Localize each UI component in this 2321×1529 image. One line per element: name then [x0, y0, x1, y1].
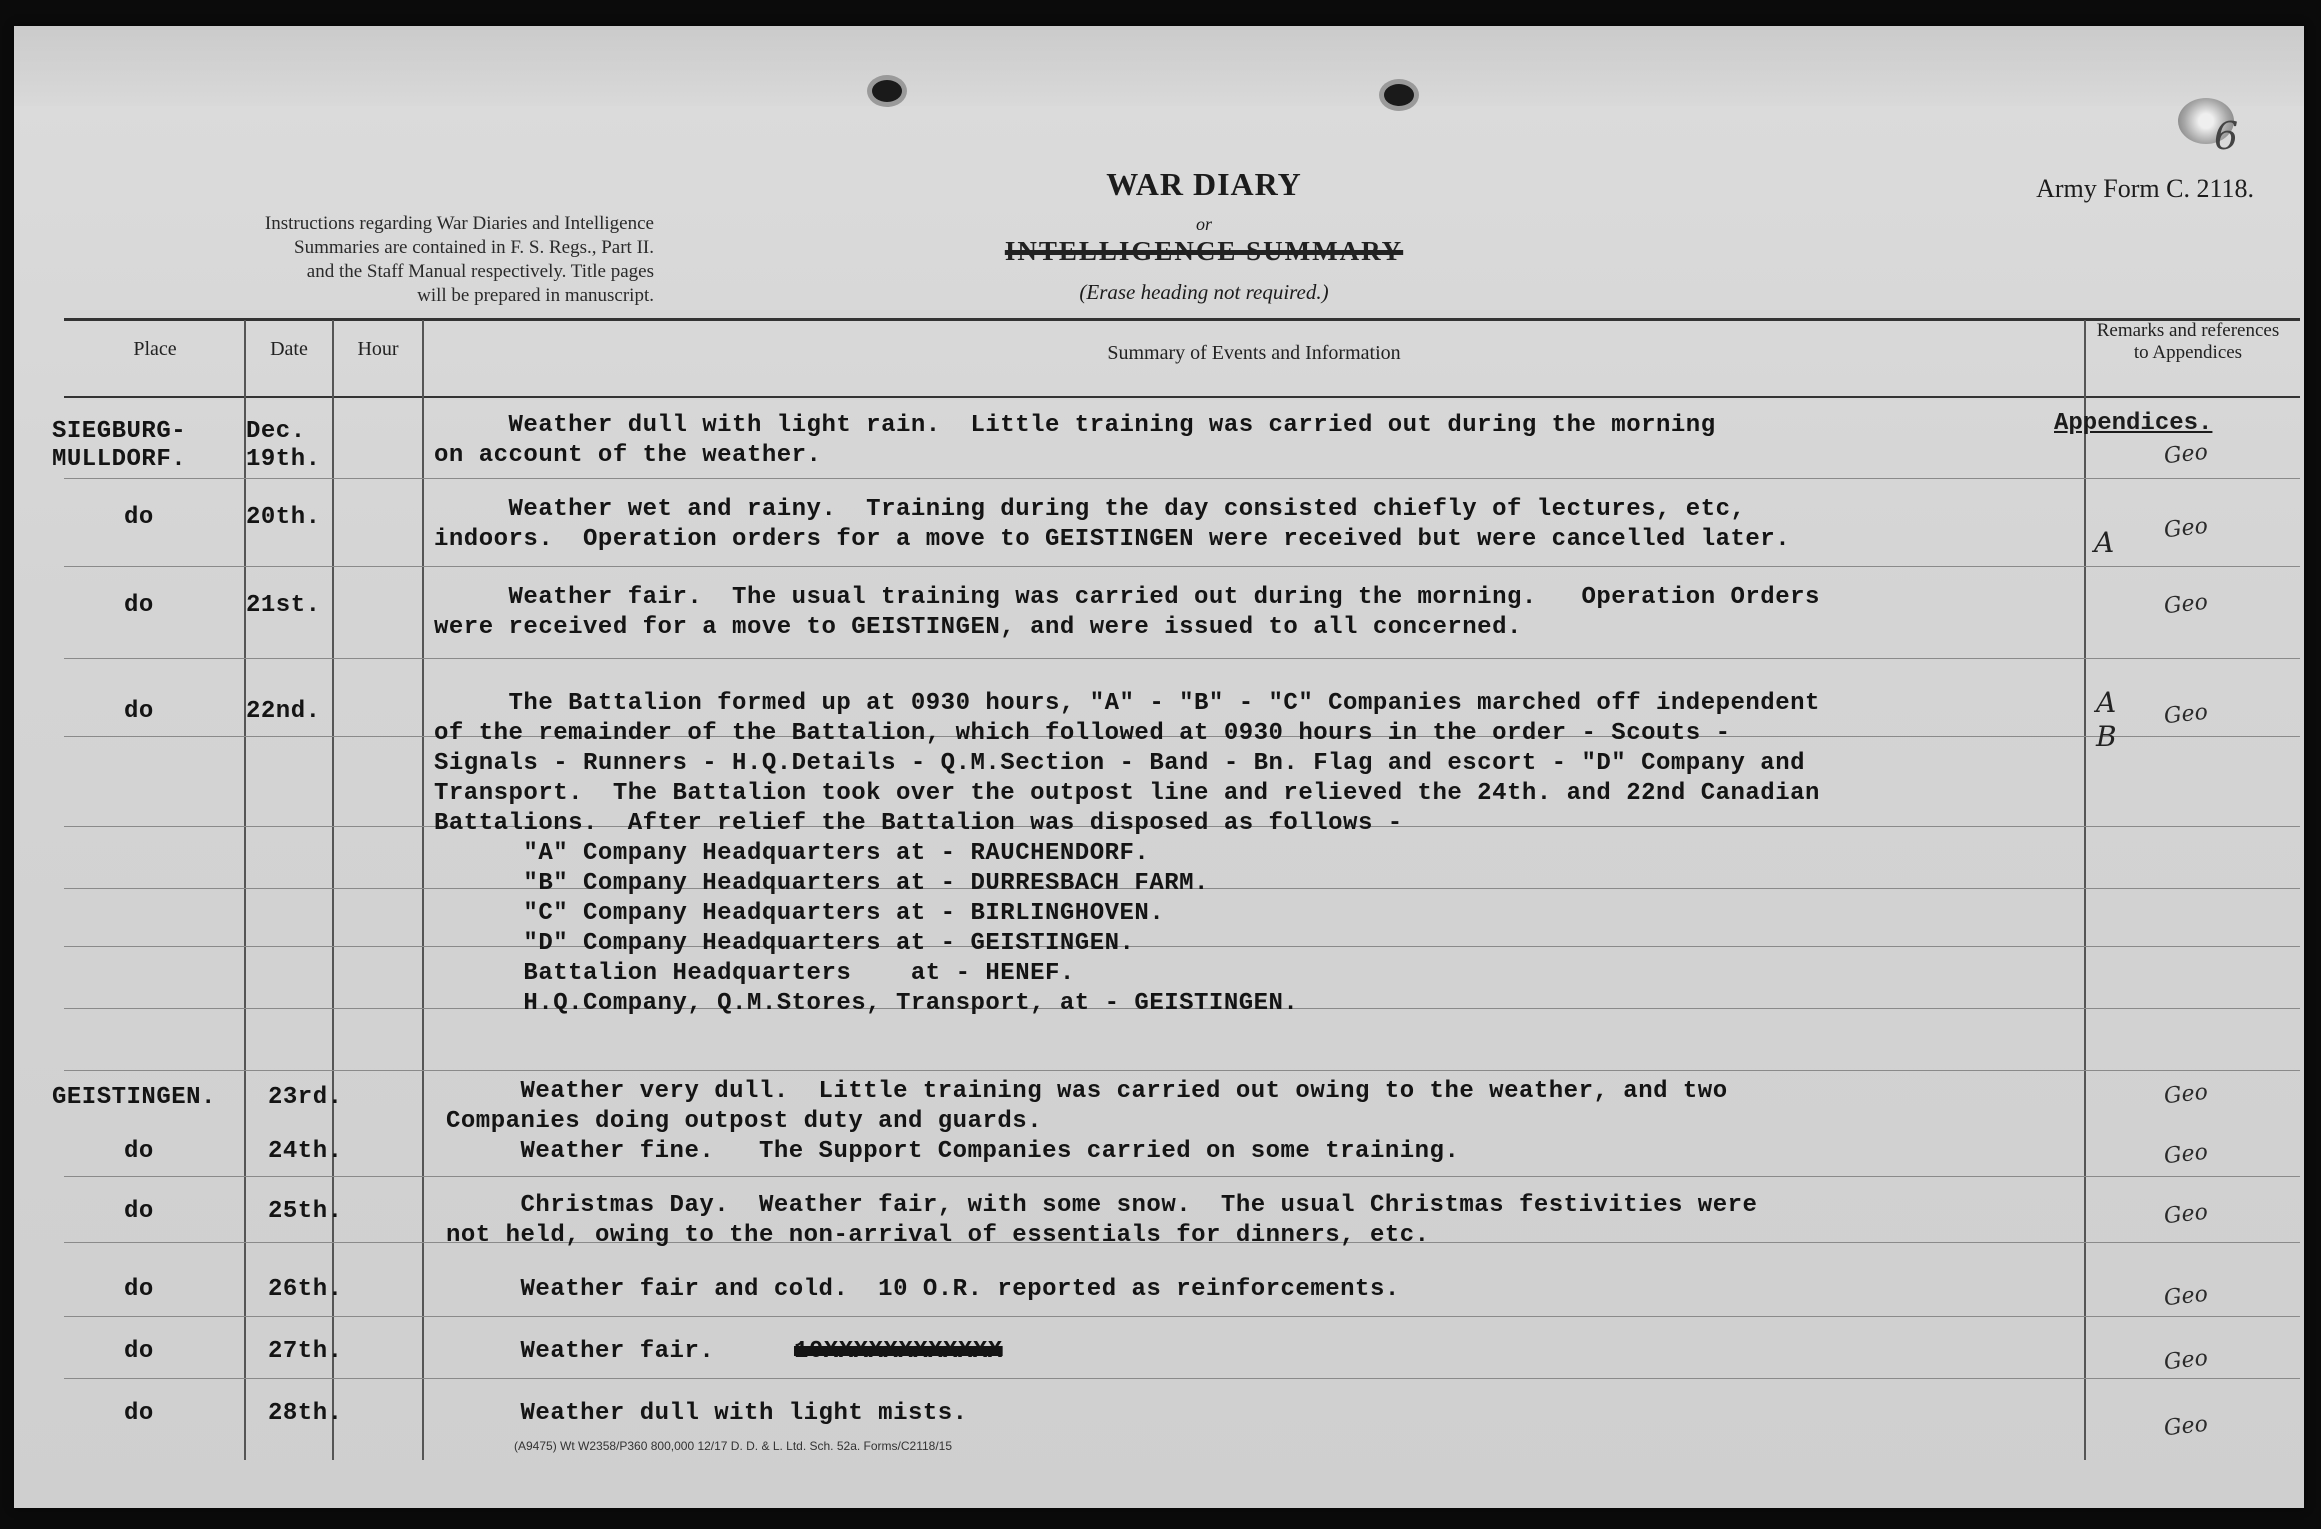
punch-hole: [1384, 84, 1414, 106]
entry-text-line: Weather fair. The usual training was carried out during the morning. Operation Orders: [434, 584, 1820, 611]
entry-text-line: Weather fair.: [446, 1338, 759, 1365]
entry-text-line: Weather fair and cold. 10 O.R. reported as reinforcements.: [446, 1276, 1400, 1303]
diary-sheet: [14, 26, 2304, 1508]
entry-place: do: [124, 1338, 154, 1365]
entry-date: 22nd.: [246, 698, 321, 725]
row-rule: [64, 1070, 2300, 1071]
appendix-ref: B: [2096, 720, 2117, 753]
entry-date: 26th.: [268, 1276, 343, 1303]
row-rule: [64, 1316, 2300, 1317]
entry-text-line: Christmas Day. Weather fair, with some snow. The usual Christmas festivities were: [446, 1192, 1758, 1219]
instructions-note: [114, 212, 654, 308]
entry-text-line: Transport. The Battalion took over the outpost line and relieved the 24th. and 22nd Canadian: [434, 780, 1820, 807]
row-rule: [64, 946, 2300, 947]
appendices-heading: Appendices.: [2054, 410, 2213, 437]
struck-text: 10XXXXXXXXXXXX: [794, 1338, 1003, 1365]
officer-initials: Geo: [2162, 1079, 2210, 1110]
entry-text-line: Weather fine. The Support Companies carried on some training.: [446, 1138, 1460, 1165]
entry-place: do: [124, 1276, 154, 1303]
row-rule: [64, 658, 2300, 659]
entry-place: MULLDORF.: [52, 446, 187, 473]
entry-place: SIEGBURG-: [52, 418, 187, 445]
entry-date: 21st.: [246, 592, 321, 619]
row-rule: [64, 566, 2300, 567]
col-place: Place: [133, 338, 177, 360]
entry-place: do: [124, 698, 154, 725]
col-hour: Hour: [357, 338, 399, 360]
entry-place: do: [124, 1198, 154, 1225]
appendix-ref: A: [2094, 526, 2115, 559]
officer-initials: Geo: [2162, 589, 2210, 620]
entry-text-line: indoors. Operation orders for a move to GEISTINGEN were received but were cancelled later.: [434, 526, 1791, 553]
entry-date: 24th.: [268, 1138, 343, 1165]
officer-initials: Geo: [2162, 699, 2210, 730]
entry-text-line: The Battalion formed up at 0930 hours, "A" - "B" - "C" Companies marched off independent: [434, 690, 1820, 717]
entry-text-line: Signals - Runners - H.Q.Details - Q.M.Section - Band - Bn. Flag and escort - "D" Company and: [434, 750, 1806, 777]
entry-text-line: "A" Company Headquarters at - RAUCHENDORF.: [434, 840, 1150, 867]
entry-date: 28th.: [268, 1400, 343, 1427]
officer-initials: Geo: [2162, 1345, 2210, 1376]
entry-text-line: Weather wet and rainy. Training during the day consisted chiefly of lectures, etc,: [434, 496, 1746, 523]
entry-place: GEISTINGEN.: [52, 1084, 216, 1111]
entry-date: 25th.: [268, 1198, 343, 1225]
entry-text-line: "C" Company Headquarters at - BIRLINGHOVEN.: [434, 900, 1165, 927]
entry-text-line: Companies doing outpost duty and guards.: [446, 1108, 1043, 1135]
officer-initials: Geo: [2162, 513, 2210, 544]
row-rule: [64, 1378, 2300, 1379]
row-rule: [64, 478, 2300, 479]
entry-date: 27th.: [268, 1338, 343, 1365]
table-top-rule: [64, 318, 2300, 321]
entry-text-line: "B" Company Headquarters at - DURRESBACH FARM.: [434, 870, 1209, 897]
entry-text-line: Weather dull with light mists.: [446, 1400, 968, 1427]
officer-initials: Geo: [2162, 1281, 2210, 1312]
entry-place: do: [124, 504, 154, 531]
instructions-line: Instructions regarding War Diaries and Intelligence: [264, 213, 654, 234]
officer-initials: Geo: [2162, 1199, 2210, 1230]
col-date: Date: [270, 338, 308, 360]
page-number: 6: [2214, 114, 2239, 158]
instructions-line: Summaries are contained in F. S. Regs., Part II.: [294, 237, 654, 258]
entry-date: 20th.: [246, 504, 321, 531]
officer-initials: Geo: [2162, 1411, 2210, 1442]
entry-text-line: were received for a move to GEISTINGEN, and were issued to all concerned.: [434, 614, 1522, 641]
punch-hole: [872, 80, 902, 102]
entry-date: 19th.: [246, 446, 321, 473]
appendix-ref: A: [2096, 686, 2117, 719]
entry-text-line: Weather very dull. Little training was carried out owing to the weather, and two: [446, 1078, 1728, 1105]
printer-imprint: (A9475) Wt W2358/P360 800,000 12/17 D. D. & L. Ltd. Sch. 52a. Forms/C2118/15: [514, 1439, 953, 1453]
entry-place: do: [124, 1400, 154, 1427]
row-rule: [64, 1176, 2300, 1177]
intelligence-summary-struck: INTELLIGENCE SUMMARY: [1004, 236, 1404, 266]
entry-place: do: [124, 1138, 154, 1165]
entry-date: Dec.: [246, 418, 306, 445]
page-title: WAR DIARY: [1106, 166, 1302, 202]
entry-text-line: Battalions. After relief the Battalion was disposed as follows -: [434, 810, 1403, 837]
entry-text-line: on account of the weather.: [434, 442, 822, 469]
entry-text-line: Weather dull with light rain. Little training was carried out during the morning: [434, 412, 1716, 439]
entry-date: 23rd.: [268, 1084, 343, 1111]
title-or: or: [1195, 214, 1212, 234]
entry-text-line: of the remainder of the Battalion, which followed at 0930 hours in the order - Scouts -: [434, 720, 1731, 747]
instructions-line: will be prepared in manuscript.: [417, 285, 654, 306]
instructions-line: and the Staff Manual respectively. Title pages: [306, 261, 654, 282]
entry-text-line: H.Q.Company, Q.M.Stores, Transport, at - GEISTINGEN.: [434, 990, 1299, 1017]
header-bottom-rule: [64, 396, 2300, 398]
col-remarks: Remarks and references to Appendices: [2096, 320, 2280, 363]
entry-text-line: Battalion Headquarters at - HENEF.: [434, 960, 1075, 987]
erase-note: (Erase heading not required.): [1079, 280, 1329, 304]
army-form-number: Army Form C. 2118.: [2036, 174, 2254, 203]
col-summary: Summary of Events and Information: [1107, 342, 1401, 364]
entry-place: do: [124, 592, 154, 619]
officer-initials: Geo: [2162, 439, 2210, 470]
column-divider: [2084, 320, 2086, 1460]
column-divider: [422, 320, 424, 1460]
officer-initials: Geo: [2162, 1139, 2210, 1170]
entry-text-line: not held, owing to the non-arrival of essentials for dinners, etc.: [446, 1222, 1430, 1249]
entry-text-line: "D" Company Headquarters at - GEISTINGEN.: [434, 930, 1135, 957]
column-divider: [244, 320, 246, 1460]
